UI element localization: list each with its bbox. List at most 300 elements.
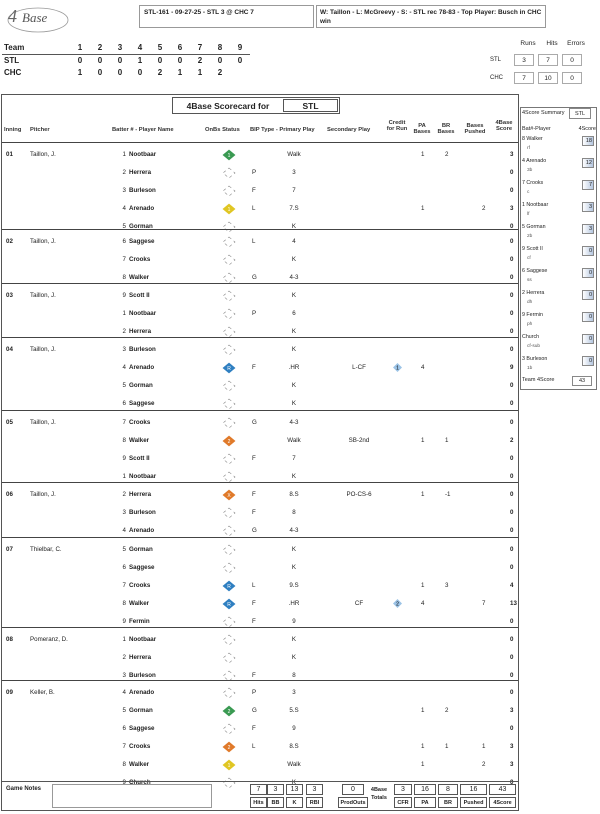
game-notes-label: Game Notes (6, 786, 42, 792)
bases-pushed: 7 (482, 600, 486, 607)
plate-appearance-row (2, 541, 518, 559)
summary-position: 1b (527, 366, 533, 371)
batter-number: 2 (122, 328, 126, 335)
inning-col-header: 8 (210, 42, 230, 54)
summary-position: cf-sub (527, 344, 541, 349)
4base-score: 13 (510, 600, 517, 607)
4base-score: 0 (510, 292, 514, 299)
bip-type: P (252, 310, 257, 317)
primary-play: 7 (292, 187, 296, 194)
br-bases: 3 (445, 582, 449, 589)
logo-four: 4 (8, 6, 17, 26)
summary-team: STL (569, 108, 591, 119)
plate-appearance-row (2, 595, 518, 613)
onbase-diamond-icon (222, 562, 236, 574)
batter-number: 8 (122, 761, 126, 768)
batter-number: 6 (122, 400, 126, 407)
inning-col-header: 3 (110, 42, 130, 54)
4base-score: 0 (510, 546, 514, 553)
plate-appearance-row (2, 504, 518, 522)
4base-score: 0 (510, 779, 514, 786)
linescore-cell: 0 (97, 67, 103, 77)
pushed-header: Bases Pushed (464, 123, 486, 135)
plate-appearance-row (2, 450, 518, 468)
total-value-hits: 7 (250, 784, 267, 795)
plate-appearance-row (2, 631, 518, 649)
inning-number: 04 (6, 346, 13, 353)
4base-score: 0 (510, 346, 514, 353)
4base-score: 3 (510, 707, 514, 714)
batter-number: 2 (122, 491, 126, 498)
bip-type: L (252, 205, 256, 212)
primary-play: .HR (288, 600, 300, 607)
total-value-cfr: 3 (394, 784, 412, 795)
scorecard-title (172, 97, 340, 114)
4base-score: 0 (510, 509, 514, 516)
onbase-diamond-icon (222, 544, 236, 556)
summary-score: 3 (582, 202, 594, 212)
total-label-rbi: RBI (306, 797, 323, 808)
inning-col-header: 6 (170, 42, 190, 54)
pa-bases: 1 (421, 761, 425, 768)
linescore-cell: 1 (137, 55, 143, 65)
total-value-bb: 3 (267, 784, 284, 795)
batter-name: Herrera (129, 654, 152, 661)
batter-number: 8 (122, 437, 126, 444)
linescore-cell (230, 66, 250, 78)
4base-score: 0 (510, 473, 514, 480)
batter-name: Herrera (129, 169, 152, 176)
linescore-cell: 2 (217, 67, 223, 77)
primary-play: K (291, 654, 297, 661)
batter-number: 9 (122, 455, 126, 462)
br-bases: 1 (445, 437, 449, 444)
pa-bases: 4 (421, 600, 425, 607)
plate-appearance-row (2, 182, 518, 200)
batter-name: Burleson (129, 509, 156, 516)
rhe-header (516, 40, 594, 47)
summary-position: cf (527, 256, 531, 261)
summary-score: 0 (582, 356, 594, 366)
primary-play: 4-3 (289, 419, 299, 426)
4base-score: 4 (510, 582, 514, 589)
linescore-table (2, 42, 250, 78)
batter-number: 9 (122, 292, 126, 299)
summary-item (521, 178, 596, 200)
total-value-pa: 16 (414, 784, 436, 795)
batter-name: Crooks (129, 419, 151, 426)
summary-player: 2 Herrera (522, 290, 545, 296)
total-label-br: BR (438, 797, 458, 808)
primary-play: K (291, 564, 297, 571)
plate-appearance-row (2, 559, 518, 577)
summary-item (521, 156, 596, 178)
scorecard-team: STL (283, 99, 338, 112)
batter-name: Walker (129, 600, 150, 607)
summary-score: 0 (582, 334, 594, 344)
plate-appearance-row (2, 287, 518, 305)
primary-play: 6 (292, 310, 296, 317)
onbase-diamond-icon (222, 687, 236, 699)
total-label-hits: Hits (250, 797, 267, 808)
primary-play: 7 (292, 455, 296, 462)
br-bases: 2 (445, 151, 449, 158)
total-value-rbi: 3 (306, 784, 323, 795)
batter-name: Saggese (129, 238, 155, 245)
summary-item (521, 200, 596, 222)
rhe-team: CHC (490, 74, 503, 81)
4base-score: 3 (510, 205, 514, 212)
bip-header: BIP Type - Primary Play (250, 127, 315, 133)
batter-number: 6 (122, 725, 126, 732)
summary-player: Church (522, 334, 540, 340)
batter-name: Gorman (129, 546, 153, 553)
4base-score: 0 (510, 328, 514, 335)
inning-number: 06 (6, 491, 13, 498)
batter-number: 5 (122, 707, 126, 714)
batter-number: 7 (122, 256, 126, 263)
batter-number: 6 (122, 238, 126, 245)
summary-score: 7 (582, 180, 594, 190)
primary-play: K (291, 636, 297, 643)
linescore-cell: 1 (197, 67, 203, 77)
pa-bases: 1 (421, 707, 425, 714)
br-bases: 2 (445, 707, 449, 714)
summary-position: ss (527, 278, 532, 283)
summary-player: 7 Crooks (522, 180, 544, 186)
primary-play: 8 (292, 509, 296, 516)
inning-block (2, 482, 518, 537)
primary-play: .HR (288, 364, 300, 371)
primary-play: Walk (287, 437, 301, 444)
onbase-diamond-icon (222, 435, 236, 447)
linescore-cell: 0 (97, 55, 103, 65)
batter-name: Burleson (129, 346, 156, 353)
onbase-diamond-icon (222, 652, 236, 664)
bip-type: F (252, 618, 256, 625)
game-title: STL-161 - 09-27-25 - STL 3 @ CHC 7 (139, 5, 314, 28)
primary-play: 9 (292, 725, 296, 732)
totals-label: 4Base Totals (370, 787, 388, 801)
batter-name: Herrera (129, 328, 152, 335)
team-4score-label: Team 4Score (522, 377, 555, 383)
inning-block (2, 229, 518, 283)
inning-col-header: 7 (190, 42, 210, 54)
onbase-diamond-icon (222, 741, 236, 753)
4base-score: 0 (510, 636, 514, 643)
linescore-cell: 0 (177, 55, 183, 65)
inning-number: 07 (6, 546, 13, 553)
logo-text: Base (22, 10, 48, 25)
pa-bases: 1 (421, 151, 425, 158)
total-label-k: K (286, 797, 303, 808)
inning-block (2, 680, 518, 786)
4base-score: 0 (510, 564, 514, 571)
plate-appearance-row (2, 146, 518, 164)
linescore-cell: 0 (237, 55, 243, 65)
inning-block (2, 142, 518, 229)
primary-play: 3 (292, 689, 296, 696)
onbase-diamond-icon (222, 580, 236, 592)
primary-play: 3 (292, 169, 296, 176)
onbase-diamond-icon (222, 167, 236, 179)
rhe-hits: 10 (538, 72, 558, 84)
summary-score: 3 (582, 224, 594, 234)
batter-number: 1 (122, 473, 126, 480)
primary-play: 9 (292, 618, 296, 625)
4base-score: 0 (510, 169, 514, 176)
onbase-diamond-icon (222, 290, 236, 302)
inning-number: 01 (6, 151, 13, 158)
total-label-pa: PA (414, 797, 436, 808)
batter-name: Walker (129, 437, 150, 444)
secondary-play: PO-CS-6 (346, 491, 372, 498)
rhe-team: STL (490, 56, 502, 63)
rhe-runs: 7 (514, 72, 534, 84)
batter-name: Crooks (129, 743, 151, 750)
4base-score: 2 (510, 437, 514, 444)
batter-number: 3 (122, 346, 126, 353)
credit-for-run-value: 1 (396, 365, 399, 372)
primary-play: K (291, 328, 297, 335)
summary-position: dh (527, 300, 533, 305)
4base-score: 0 (510, 256, 514, 263)
team-header: Team (2, 42, 70, 54)
batter-number: 2 (122, 654, 126, 661)
pa-bases: 4 (421, 364, 425, 371)
4base-score: 0 (510, 382, 514, 389)
primary-play: K (291, 223, 297, 230)
primary-play: K (291, 256, 297, 263)
bip-type: L (252, 743, 256, 750)
credit-for-run-icon (393, 363, 402, 372)
primary-play: 8 (292, 672, 296, 679)
rhe-hits: 7 (538, 54, 558, 66)
inning-number: 09 (6, 689, 13, 696)
batter-name: Burleson (129, 187, 156, 194)
primary-play: K (291, 346, 297, 353)
summary-position: 2b (527, 234, 533, 239)
onbase-diamond-icon (222, 398, 236, 410)
onbase-diamond-icon (222, 380, 236, 392)
onbase-marker: 1 (227, 763, 231, 769)
summary-player: 9 Fermin (522, 312, 543, 318)
errors-header: Errors (567, 40, 585, 47)
4base-score: 9 (510, 364, 514, 371)
summary-position: rf (527, 146, 530, 151)
br-bases: 1 (445, 743, 449, 750)
summary-position: lf (527, 212, 530, 217)
plate-appearance-row (2, 200, 518, 218)
batter-number: 7 (122, 419, 126, 426)
plate-appearance-row (2, 251, 518, 269)
4base-score: 3 (510, 761, 514, 768)
pitcher-name: Taillon, J. (30, 151, 56, 158)
inning-col-header: 1 (70, 42, 90, 54)
bases-pushed: 1 (482, 743, 486, 750)
summary-item (521, 288, 596, 310)
batter-name: Arenado (129, 689, 155, 696)
column-headers (2, 118, 518, 142)
4base-score: 0 (510, 491, 514, 498)
batter-name: Nootbaar (129, 473, 157, 480)
inning-block (2, 337, 518, 410)
pitcher-name: Thielbar, C. (30, 546, 62, 553)
rhe-errors: 0 (562, 72, 582, 84)
primary-play: 8.S (289, 491, 299, 498)
summary-player: 5 Gorman (522, 224, 546, 230)
bip-type: L (252, 238, 256, 245)
4base-score: 0 (510, 223, 514, 230)
plate-appearance-row (2, 359, 518, 377)
primary-play: 4-3 (289, 274, 299, 281)
summary-player: 8 Walker (522, 136, 543, 142)
inning-block (2, 410, 518, 482)
rhe-row (490, 70, 594, 85)
bip-type: F (252, 364, 256, 371)
batter-number: 6 (122, 564, 126, 571)
batter-name: Scott II (129, 455, 150, 462)
4base-score: 0 (510, 527, 514, 534)
bip-type: G (252, 527, 257, 534)
score-header: 4Base Score (495, 120, 513, 132)
4base-score: 3 (510, 151, 514, 158)
secondary-play: SB-2nd (348, 437, 370, 444)
linescore-cell: 0 (117, 67, 123, 77)
batter-number: 3 (122, 672, 126, 679)
linescore-cell: 2 (197, 55, 203, 65)
bip-type: G (252, 419, 257, 426)
onbase-diamond-icon (222, 417, 236, 429)
summary-player: 4 Arenado (522, 158, 547, 164)
4base-score: 0 (510, 654, 514, 661)
secondary-play: CF (354, 600, 364, 607)
bip-type: P (252, 689, 257, 696)
decision-line: W: Taillon - L: McGreevy - S: - STL rec 78-83 - Top Player: Busch in CHC win (316, 5, 546, 28)
onbase-diamond-icon (222, 598, 236, 610)
linescore-cell: 1 (77, 67, 83, 77)
game-notes-box[interactable] (52, 784, 212, 808)
plate-appearance-row (2, 305, 518, 323)
onbase-marker: 2 (227, 709, 231, 715)
linescore-cell: 1 (177, 67, 183, 77)
pitcher-name: Taillon, J. (30, 238, 56, 245)
onbase-marker: R (227, 602, 231, 608)
primary-play: Walk (287, 761, 301, 768)
cfr-header: Credit for Run (386, 120, 408, 132)
bip-type: G (252, 274, 257, 281)
credit-for-run-icon (393, 599, 402, 608)
plate-appearance-row (2, 756, 518, 774)
onbase-marker: R (227, 366, 231, 372)
plate-appearance-row (2, 720, 518, 738)
bip-type: P (252, 169, 257, 176)
bip-type: F (252, 509, 256, 516)
batter-name: Burleson (129, 672, 156, 679)
plate-appearance-row (2, 341, 518, 359)
plate-appearance-row (2, 738, 518, 756)
onbase-diamond-icon (222, 705, 236, 717)
summary-position: ph (527, 322, 533, 327)
secondary-play: L-CF (352, 364, 366, 371)
batter-name: Gorman (129, 382, 153, 389)
onbase-marker: 1 (227, 207, 231, 213)
batter-number: 1 (122, 636, 126, 643)
inning-number: 03 (6, 292, 13, 299)
batter-name: Church (129, 779, 151, 786)
batter-header: Batter # - Player Name (112, 127, 174, 133)
linescore-team: CHC (4, 67, 22, 77)
primary-play: K (291, 292, 297, 299)
plate-appearance-row (2, 702, 518, 720)
primary-play: 8.S (289, 743, 299, 750)
pa-bases: 1 (421, 582, 425, 589)
batter-name: Saggese (129, 725, 155, 732)
onbase-marker: 2 (227, 745, 231, 751)
plate-appearance-row (2, 414, 518, 432)
total-value-prodouts: 0 (342, 784, 364, 795)
batter-name: Gorman (129, 707, 153, 714)
onbase-diamond-icon (222, 254, 236, 266)
4base-score: 0 (510, 187, 514, 194)
pitcher-name: Taillon, J. (30, 292, 56, 299)
plate-appearance-row (2, 649, 518, 667)
summary-item (521, 354, 596, 376)
batter-number: 4 (122, 527, 126, 534)
batter-name: Gorman (129, 223, 153, 230)
primary-play: 7.S (289, 205, 299, 212)
plate-appearance-row (2, 684, 518, 702)
batter-number: 3 (122, 187, 126, 194)
inning-block (2, 283, 518, 337)
4base-score: 0 (510, 725, 514, 732)
inning-block (2, 627, 518, 680)
linescore-cell: 0 (77, 55, 83, 65)
total-label-4score: 4Score (489, 797, 516, 808)
batter-number: 4 (122, 205, 126, 212)
summary-header (522, 126, 596, 132)
runs-header: Runs (520, 40, 536, 47)
linescore-cell: 0 (137, 67, 143, 77)
primary-play: K (291, 400, 297, 407)
onbase-diamond-icon (222, 185, 236, 197)
primary-play: Walk (287, 151, 301, 158)
4base-score: 0 (510, 419, 514, 426)
secondary-header: Secondary Play (327, 127, 371, 133)
plate-appearance-row (2, 164, 518, 182)
batter-number: 1 (122, 151, 126, 158)
onbase-header: OnBs Status (205, 127, 240, 133)
pitcher-name: Taillon, J. (30, 419, 56, 426)
batter-number: 7 (122, 582, 126, 589)
total-label-bb: BB (267, 797, 284, 808)
bip-type: F (252, 455, 256, 462)
pitcher-name: Keller, B. (30, 689, 55, 696)
primary-play: 9.S (289, 582, 299, 589)
inning-header: Inning (4, 127, 22, 133)
batter-name: Nootbaar (129, 636, 157, 643)
inning-col-header: 4 (130, 42, 150, 54)
4base-score: 0 (510, 689, 514, 696)
summary-score: 0 (582, 268, 594, 278)
total-label-cfr: CFR (394, 797, 412, 808)
summary-item (521, 244, 596, 266)
4base-score: 0 (510, 618, 514, 625)
onbase-marker: X (227, 493, 231, 499)
primary-play: K (291, 546, 297, 553)
batter-name: Crooks (129, 582, 151, 589)
onbase-marker: 1 (227, 153, 231, 159)
